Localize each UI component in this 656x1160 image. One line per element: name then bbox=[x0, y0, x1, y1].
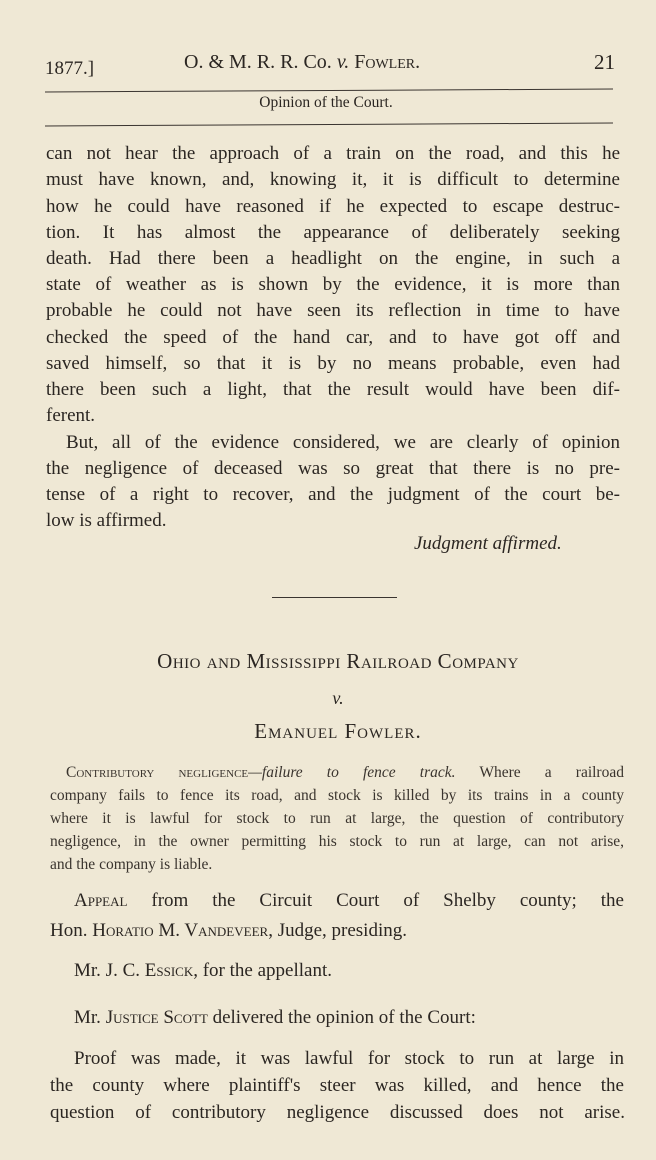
section-title: Opinion of the Court. bbox=[259, 94, 393, 111]
case-title-header: O. & M. R. R. Co. v. Fowler. bbox=[184, 51, 421, 73]
headnote-line: and the company is liable. bbox=[50, 856, 213, 873]
text-line: tense of a right to recover, and the judgment of the court be- bbox=[46, 484, 620, 505]
text-line: state of weather as is shown by the evidence, it is more than bbox=[46, 274, 620, 295]
text-line: the county where plaintiff's steer was killed, and hence the bbox=[50, 1075, 624, 1096]
headnote-line: where it is lawful for stock to run at large, the question of contributory bbox=[50, 810, 624, 827]
text-line: saved himself, so that it is by no means probable, even had bbox=[46, 353, 620, 374]
text-line: must have known, and, knowing it, it is difficult to determine bbox=[46, 169, 620, 190]
page-number: 21 bbox=[594, 50, 615, 74]
header-rule-bottom bbox=[45, 123, 613, 127]
text-line: checked the speed of the hand car, and to have got off and bbox=[46, 327, 620, 348]
text-line: ferent. bbox=[46, 405, 96, 426]
delivered-line: Mr. Justice Scott delivered the opinion of the Court: bbox=[74, 1007, 476, 1028]
counsel-line: Mr. J. C. Essick, for the appellant. bbox=[74, 960, 332, 981]
case-defendant: Emanuel Fowler. bbox=[254, 719, 422, 743]
text-line: Proof was made, it was lawful for stock to run at large in bbox=[74, 1048, 624, 1069]
text-line: the negligence of deceased was so great that there is no pre- bbox=[46, 458, 620, 479]
header-rule-top bbox=[45, 89, 613, 93]
headnote-line: Contributory negligence—failure to fence track. Where a railroad bbox=[66, 764, 624, 781]
text-line: But, all of the evidence considered, we are clearly of opinion bbox=[66, 432, 620, 453]
section-divider bbox=[272, 597, 397, 598]
text-line: probable he could not have seen its reflection in time to have bbox=[46, 300, 620, 321]
text-line: question of contributory negligence discussed does not arise. bbox=[50, 1102, 625, 1123]
text-line: low is affirmed. bbox=[46, 510, 167, 531]
appeal-line: Hon. Horatio M. Vandeveer, Judge, presiding. bbox=[50, 920, 407, 941]
headnote-line: negligence, in the owner permitting his stock to run at large, can not arise, bbox=[50, 833, 624, 850]
case-plaintiff: Ohio and Mississippi Railroad Company bbox=[157, 649, 519, 673]
year: 1877.] bbox=[45, 58, 95, 79]
text-line: can not hear the approach of a train on the road, and this he bbox=[46, 143, 620, 164]
judgment: Judgment affirmed. bbox=[414, 533, 562, 554]
text-line: death. Had there been a headlight on the engine, in such a bbox=[46, 248, 620, 269]
text-line: how he could have reasoned if he expected to escape destruc- bbox=[46, 196, 620, 217]
case-versus: v. bbox=[332, 688, 344, 708]
appeal-line: Appeal from the Circuit Court of Shelby county; the bbox=[74, 890, 624, 911]
headnote-line: company fails to fence its road, and stock is killed by its trains in a county bbox=[50, 787, 624, 804]
text-line: there been such a light, that the result would have been dif- bbox=[46, 379, 620, 400]
text-line: tion. It has almost the appearance of deliberately seeking bbox=[46, 222, 620, 243]
